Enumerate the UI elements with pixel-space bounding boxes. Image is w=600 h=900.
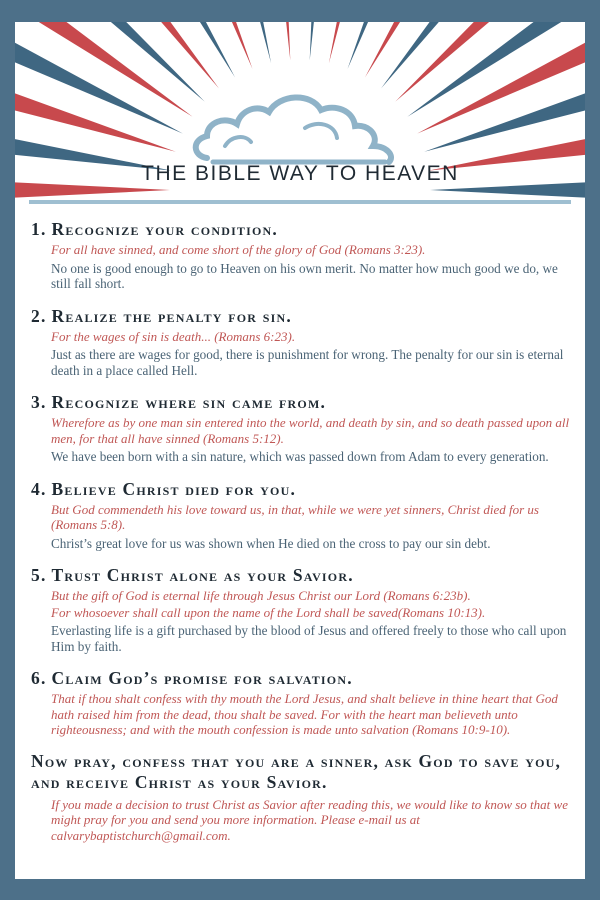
step-number: 5. <box>31 565 47 585</box>
step-1 <box>31 218 571 292</box>
step-3 <box>31 391 571 465</box>
step-title: Recognize where sin came from. <box>51 392 327 412</box>
step-number: 1. <box>31 219 47 239</box>
scripture-verse: That if thou shalt confess with thy mouth the Lord Jesus, and shalt believe in thine heart that God hath raised him from the dead, thou shalt be saved. For with the heart man believeth unto righteousness; and with the mouth confession is made unto salvation (Romans 10:9-10). <box>51 691 558 737</box>
step-title: Claim God’s promise for salvation. <box>51 668 353 688</box>
step-explanation: Just as there are wages for good, there is punishment for wrong. The penalty for our sin is eternal death in a place called Hell. <box>51 347 564 378</box>
step-explanation: No one is good enough to go to Heaven on his own merit. No matter how much good we do, we still fall short. <box>51 260 558 291</box>
step-heading <box>31 218 571 240</box>
step-number: 2. <box>31 305 47 326</box>
step-heading <box>31 564 571 586</box>
tract-card <box>15 22 585 879</box>
step-heading <box>31 667 571 689</box>
sunburst-ray <box>136 22 252 69</box>
step-number: 3. <box>31 392 47 412</box>
contact-note: If you made a decision to trust Christ as Savior after reading this, we would like to know so that we might pray for you and send you more information. Please e-mail us at calvarybaptistchurch@gmail.com. <box>51 796 568 843</box>
step-title: Trust Christ alone as your Savior. <box>51 565 354 585</box>
scripture-verse: For whosoever shall call upon the name of the Lord shall be saved(Romans 10:13). <box>51 604 486 620</box>
step-heading <box>31 305 571 327</box>
title-divider <box>29 200 571 204</box>
closing-call-to-action: Now pray, confess that you are a sinner, ask God to save you, and receive Christ as your Savior. <box>31 750 562 792</box>
sunburst-ray <box>348 22 464 69</box>
scripture-verse: For all have sinned, and come short of the glory of God (Romans 3:23). <box>51 242 426 257</box>
step-6 <box>31 667 571 738</box>
step-title: Believe Christ died for you. <box>51 478 297 499</box>
step-heading <box>31 478 571 500</box>
scripture-verse: Wherefore as by one man sin entered into the world, and death by sin, and so death passed upon all men, for that all have sinned (Romans 5:12). <box>51 415 570 446</box>
step-title: Realize the penalty for sin. <box>51 305 292 326</box>
step-2 <box>31 305 571 379</box>
step-title: Recognize your condition. <box>51 219 278 239</box>
step-5 <box>31 564 571 654</box>
step-explanation: Everlasting life is a gift purchased by the blood of Jesus and offered freely to those who call upon Him by faith. <box>51 623 567 654</box>
scripture-verse: But God commendeth his love toward us, in that, while we were yet sinners, Christ died for us (Romans 5:8). <box>51 501 539 532</box>
step-explanation: We have been born with a sin nature, which was passed down from Adam to every generation. <box>51 449 549 464</box>
step-number: 6. <box>31 668 47 688</box>
scripture-verse: But the gift of God is eternal life through Jesus Christ our Lord (Romans 6:23b). <box>51 588 471 603</box>
step-explanation: Christ’s great love for us was shown when He died on the cross to pay our sin debt. <box>51 535 491 551</box>
step-4 <box>31 478 571 552</box>
page-title: THE BIBLE WAY TO HEAVEN <box>141 162 459 185</box>
steps-list <box>31 218 571 843</box>
step-number: 4. <box>31 478 47 499</box>
scripture-verse: For the wages of sin is death... (Romans 6:23). <box>51 328 296 344</box>
step-heading <box>31 391 571 413</box>
